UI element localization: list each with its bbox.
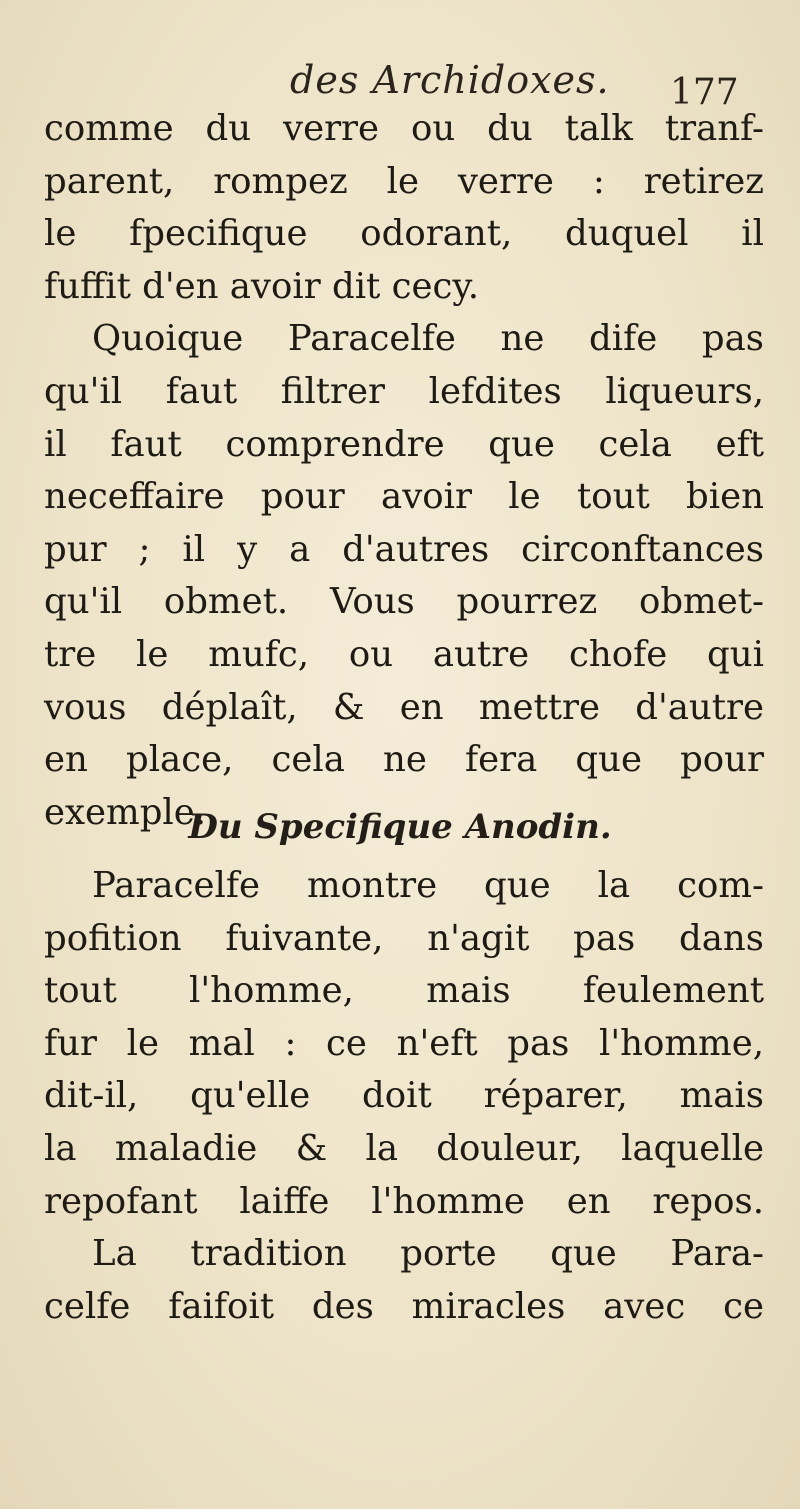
text-line: parent, rompez le verre : retirez bbox=[44, 160, 764, 202]
running-title: des Archidoxes. bbox=[290, 58, 610, 102]
section-heading: Du Specifique Anodin. bbox=[188, 807, 612, 847]
text-line: qu'il faut filtrer lefdites liqueurs, bbox=[44, 370, 764, 412]
text-line: la maladie & la douleur, laquelle bbox=[44, 1127, 764, 1169]
text-line: neceffaire pour avoir le tout bien bbox=[44, 476, 764, 518]
page-number: 177 bbox=[670, 72, 739, 113]
text-line: comme du verre ou du talk tranf- bbox=[44, 108, 764, 149]
text-line: Quoique Paracelfe ne dife pas bbox=[92, 318, 764, 360]
text-line: fur le mal : ce n'eft pas l'homme, bbox=[44, 1022, 764, 1064]
text-line: qu'il obmet. Vous pourrez obmet- bbox=[44, 581, 764, 623]
text-line: exemple. bbox=[44, 791, 207, 833]
text-line: repofant laiffe l'homme en repos. bbox=[44, 1180, 764, 1222]
text-line: le fpecifique odorant, duquel il bbox=[44, 213, 764, 255]
text-line: celfe faifoit des miracles avec ce bbox=[44, 1285, 764, 1327]
body-text-upper bbox=[44, 103, 764, 839]
body-text-lower bbox=[44, 860, 764, 1333]
text-line: dit-il, qu'elle doit réparer, mais bbox=[44, 1075, 764, 1117]
text-line: tout l'homme, mais feulement bbox=[44, 970, 764, 1012]
text-line: fuffit d'en avoir dit cecy. bbox=[44, 265, 479, 307]
text-line: tre le mufc, ou autre chofe qui bbox=[44, 633, 764, 675]
text-line: vous déplaît, & en mettre d'autre bbox=[44, 686, 764, 728]
text-line: pur ; il y a d'autres circonftances bbox=[44, 528, 764, 570]
text-line: en place, cela ne fera que pour bbox=[44, 739, 764, 781]
text-line: Paracelfe montre que la com- bbox=[92, 865, 764, 906]
text-line: il faut comprendre que cela eft bbox=[44, 423, 764, 465]
text-line: La tradition porte que Para- bbox=[92, 1233, 764, 1275]
text-line: pofition fuivante, n'agit pas dans bbox=[44, 917, 764, 959]
